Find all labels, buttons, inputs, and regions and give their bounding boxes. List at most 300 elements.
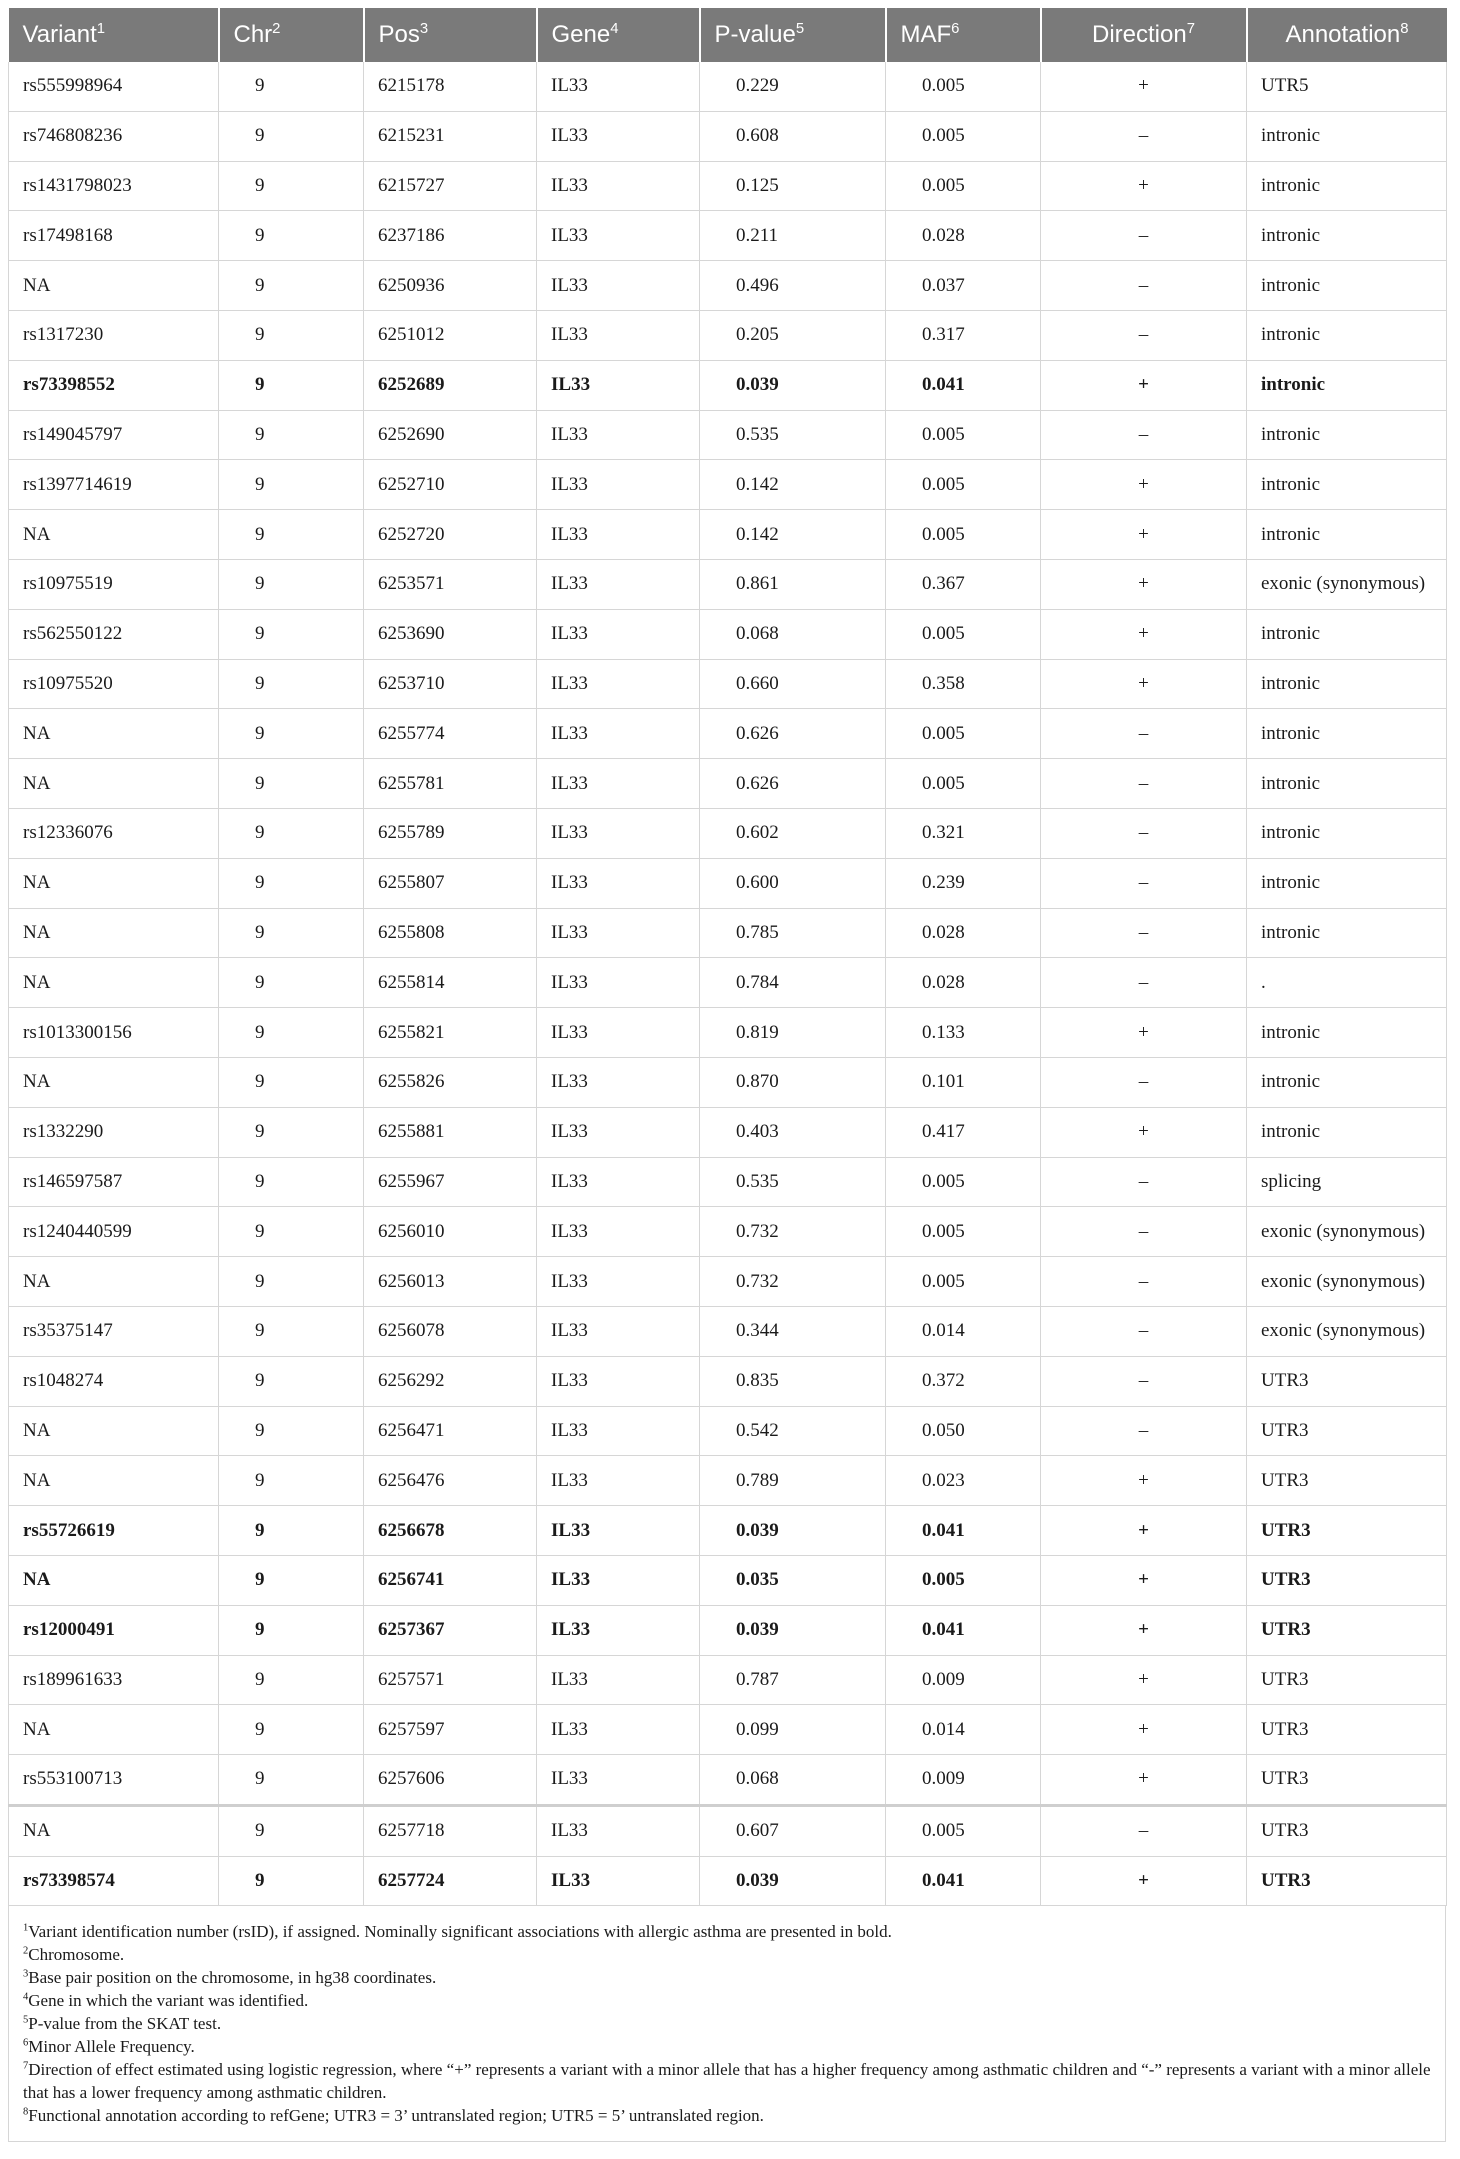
- maf-cell: 0.367: [886, 559, 1041, 609]
- direction-cell: +: [1041, 1705, 1247, 1755]
- p-value-cell: 0.660: [700, 659, 886, 709]
- footnote-marker: 2: [272, 21, 281, 37]
- annotation-cell: intronic: [1247, 1107, 1447, 1157]
- variant-cell: rs1013300156: [9, 1008, 219, 1058]
- footnote-text: Base pair position on the chromosome, in hg38 coordinates.: [28, 1968, 437, 1988]
- maf-cell: 0.028: [886, 908, 1041, 958]
- table-row: [9, 510, 1447, 560]
- chr-cell: 9: [219, 908, 364, 958]
- p-value-cell: 0.732: [700, 1257, 886, 1307]
- p-value-cell: 0.542: [700, 1406, 886, 1456]
- p-value-cell: 0.602: [700, 808, 886, 858]
- pos-cell: 6255826: [364, 1057, 537, 1107]
- pos-cell: 6252690: [364, 410, 537, 460]
- p-value-cell: 0.600: [700, 858, 886, 908]
- table-row: [9, 1805, 1447, 1856]
- chr-cell: 9: [219, 211, 364, 261]
- chr-cell: 9: [219, 858, 364, 908]
- table-row: [9, 858, 1447, 908]
- table-row: [9, 1856, 1447, 1906]
- p-value-cell: 0.535: [700, 1157, 886, 1207]
- variant-cell: rs55726619: [9, 1506, 219, 1556]
- variant-cell: rs17498168: [9, 211, 219, 261]
- direction-cell: –: [1041, 1057, 1247, 1107]
- chr-cell: 9: [219, 161, 364, 211]
- direction-cell: –: [1041, 808, 1247, 858]
- annotation-cell: intronic: [1247, 908, 1447, 958]
- maf-cell: 0.321: [886, 808, 1041, 858]
- annotation-cell: intronic: [1247, 858, 1447, 908]
- maf-cell: 0.041: [886, 1856, 1041, 1906]
- gene-cell: IL33: [537, 62, 700, 111]
- direction-cell: +: [1041, 360, 1247, 410]
- variant-cell: rs146597587: [9, 1157, 219, 1207]
- p-value-cell: 0.142: [700, 460, 886, 510]
- variant-cell: NA: [9, 759, 219, 809]
- footnote-number: 6: [23, 2037, 29, 2049]
- annotation-cell: UTR3: [1247, 1805, 1447, 1856]
- annotation-cell: exonic (synonymous): [1247, 559, 1447, 609]
- annotation-cell: intronic: [1247, 609, 1447, 659]
- maf-cell: 0.372: [886, 1356, 1041, 1406]
- table-row: [9, 1107, 1447, 1157]
- footnote: [23, 1989, 1431, 2012]
- pos-cell: 6255814: [364, 958, 537, 1008]
- p-value-cell: 0.835: [700, 1356, 886, 1406]
- chr-cell: 9: [219, 1406, 364, 1456]
- p-value-cell: 0.205: [700, 310, 886, 360]
- table-row: [9, 211, 1447, 261]
- gene-cell: IL33: [537, 1157, 700, 1207]
- gene-cell: IL33: [537, 211, 700, 261]
- p-value-cell: 0.125: [700, 161, 886, 211]
- chr-cell: 9: [219, 1456, 364, 1506]
- annotation-cell: intronic: [1247, 211, 1447, 261]
- annotation-cell: intronic: [1247, 659, 1447, 709]
- maf-cell: 0.009: [886, 1755, 1041, 1806]
- direction-cell: –: [1041, 908, 1247, 958]
- variant-cell: NA: [9, 1555, 219, 1605]
- variant-cell: rs1332290: [9, 1107, 219, 1157]
- pos-cell: 6237186: [364, 211, 537, 261]
- gene-cell: IL33: [537, 1107, 700, 1157]
- gene-cell: IL33: [537, 958, 700, 1008]
- chr-cell: 9: [219, 759, 364, 809]
- column-header-label: Direction: [1092, 21, 1187, 48]
- variant-cell: NA: [9, 1057, 219, 1107]
- direction-cell: +: [1041, 1605, 1247, 1655]
- table-row: [9, 908, 1447, 958]
- pos-cell: 6252710: [364, 460, 537, 510]
- footnote: [23, 2035, 1431, 2058]
- direction-cell: +: [1041, 609, 1247, 659]
- maf-cell: 0.005: [886, 510, 1041, 560]
- pos-cell: 6256010: [364, 1207, 537, 1257]
- p-value-cell: 0.068: [700, 1755, 886, 1806]
- column-header-label: Chr: [233, 21, 273, 48]
- pos-cell: 6256471: [364, 1406, 537, 1456]
- footnote-text: P-value from the SKAT test.: [28, 2014, 222, 2034]
- variant-cell: rs189961633: [9, 1655, 219, 1705]
- gene-cell: IL33: [537, 1406, 700, 1456]
- maf-cell: 0.050: [886, 1406, 1041, 1456]
- p-value-cell: 0.861: [700, 559, 886, 609]
- direction-cell: –: [1041, 709, 1247, 759]
- pos-cell: 6251012: [364, 310, 537, 360]
- chr-cell: 9: [219, 1605, 364, 1655]
- chr-cell: 9: [219, 1107, 364, 1157]
- p-value-cell: 0.787: [700, 1655, 886, 1705]
- variant-cell: NA: [9, 1705, 219, 1755]
- chr-cell: 9: [219, 1157, 364, 1207]
- gene-cell: IL33: [537, 261, 700, 311]
- p-value-cell: 0.039: [700, 1506, 886, 1556]
- variant-cell: NA: [9, 1805, 219, 1856]
- maf-cell: 0.041: [886, 360, 1041, 410]
- p-value-cell: 0.068: [700, 609, 886, 659]
- chr-cell: 9: [219, 62, 364, 111]
- direction-cell: –: [1041, 858, 1247, 908]
- pos-cell: 6215727: [364, 161, 537, 211]
- table-row: [9, 1605, 1447, 1655]
- pos-cell: 6257718: [364, 1805, 537, 1856]
- annotation-cell: UTR3: [1247, 1705, 1447, 1755]
- direction-cell: +: [1041, 62, 1247, 111]
- variant-cell: rs553100713: [9, 1755, 219, 1806]
- maf-cell: 0.041: [886, 1506, 1041, 1556]
- p-value-cell: 0.607: [700, 1805, 886, 1856]
- table-row: [9, 958, 1447, 1008]
- maf-cell: 0.005: [886, 1805, 1041, 1856]
- maf-cell: 0.005: [886, 1257, 1041, 1307]
- table-row: [9, 609, 1447, 659]
- p-value-cell: 0.344: [700, 1306, 886, 1356]
- gene-cell: IL33: [537, 609, 700, 659]
- maf-cell: 0.101: [886, 1057, 1041, 1107]
- table-row: [9, 310, 1447, 360]
- direction-cell: –: [1041, 310, 1247, 360]
- table-row: [9, 1356, 1447, 1406]
- gene-cell: IL33: [537, 559, 700, 609]
- gene-cell: IL33: [537, 1207, 700, 1257]
- footnote-text: Chromosome.: [28, 1945, 125, 1965]
- column-header-maf: [886, 8, 1041, 62]
- direction-cell: –: [1041, 1306, 1247, 1356]
- data-table-container: [8, 8, 1446, 2142]
- maf-cell: 0.005: [886, 759, 1041, 809]
- annotation-cell: intronic: [1247, 111, 1447, 161]
- column-header-gene: [537, 8, 700, 62]
- pos-cell: 6256476: [364, 1456, 537, 1506]
- variant-cell: rs10975520: [9, 659, 219, 709]
- variant-cell: rs555998964: [9, 62, 219, 111]
- footnote-marker: 1: [96, 21, 106, 37]
- direction-cell: +: [1041, 1107, 1247, 1157]
- pos-cell: 6215178: [364, 62, 537, 111]
- direction-cell: –: [1041, 1406, 1247, 1456]
- chr-cell: 9: [219, 360, 364, 410]
- direction-cell: –: [1041, 111, 1247, 161]
- footnote-number: 7: [23, 2060, 29, 2072]
- footnote-text: Variant identification number (rsID), if assigned. Nominally significant associations with allergic asthma are presented in bold.: [28, 1922, 892, 1942]
- annotation-cell: UTR3: [1247, 1655, 1447, 1705]
- gene-cell: IL33: [537, 808, 700, 858]
- maf-cell: 0.417: [886, 1107, 1041, 1157]
- maf-cell: 0.014: [886, 1705, 1041, 1755]
- p-value-cell: 0.789: [700, 1456, 886, 1506]
- table-row: [9, 1555, 1447, 1605]
- gene-cell: IL33: [537, 1506, 700, 1556]
- footnote-text: Functional annotation according to refGene; UTR3 = 3’ untranslated region; UTR5 = 5’ untranslated region.: [28, 2106, 764, 2126]
- p-value-cell: 0.785: [700, 908, 886, 958]
- maf-cell: 0.005: [886, 161, 1041, 211]
- chr-cell: 9: [219, 1856, 364, 1906]
- direction-cell: +: [1041, 1755, 1247, 1806]
- table-row: [9, 1406, 1447, 1456]
- maf-cell: 0.028: [886, 958, 1041, 1008]
- chr-cell: 9: [219, 1306, 364, 1356]
- p-value-cell: 0.784: [700, 958, 886, 1008]
- p-value-cell: 0.039: [700, 1605, 886, 1655]
- footnote-marker: 3: [419, 21, 429, 37]
- maf-cell: 0.005: [886, 62, 1041, 111]
- variant-cell: rs746808236: [9, 111, 219, 161]
- p-value-cell: 0.608: [700, 111, 886, 161]
- pos-cell: 6255821: [364, 1008, 537, 1058]
- maf-cell: 0.005: [886, 410, 1041, 460]
- footnote-number: 8: [23, 2106, 29, 2118]
- footnote-text: Direction of effect estimated using logistic regression, where “+” represents a variant with a minor allele that has a higher frequency among asthmatic children and “-” represents a variant with a minor allele that has a lower frequency among asthmatic children.: [23, 2060, 1431, 2103]
- annotation-cell: intronic: [1247, 460, 1447, 510]
- direction-cell: +: [1041, 1856, 1247, 1906]
- annotation-cell: intronic: [1247, 510, 1447, 560]
- direction-cell: +: [1041, 1555, 1247, 1605]
- chr-cell: 9: [219, 310, 364, 360]
- direction-cell: –: [1041, 759, 1247, 809]
- p-value-cell: 0.403: [700, 1107, 886, 1157]
- gene-cell: IL33: [537, 1805, 700, 1856]
- maf-cell: 0.005: [886, 1555, 1041, 1605]
- footnote: [23, 1966, 1431, 1989]
- column-header-label: P-value: [714, 21, 796, 48]
- maf-cell: 0.005: [886, 1207, 1041, 1257]
- column-header-label: MAF: [900, 21, 952, 48]
- chr-cell: 9: [219, 1705, 364, 1755]
- variant-cell: rs12000491: [9, 1605, 219, 1655]
- gene-cell: IL33: [537, 759, 700, 809]
- direction-cell: +: [1041, 1655, 1247, 1705]
- maf-cell: 0.009: [886, 1655, 1041, 1705]
- variant-cell: NA: [9, 510, 219, 560]
- footnote-number: 2: [23, 1945, 29, 1957]
- direction-cell: –: [1041, 1157, 1247, 1207]
- maf-cell: 0.028: [886, 211, 1041, 261]
- annotation-cell: UTR3: [1247, 1356, 1447, 1406]
- footnote: [23, 2058, 1431, 2104]
- gene-cell: IL33: [537, 161, 700, 211]
- gene-cell: IL33: [537, 1755, 700, 1806]
- direction-cell: –: [1041, 211, 1247, 261]
- pos-cell: 6255881: [364, 1107, 537, 1157]
- annotation-cell: exonic (synonymous): [1247, 1306, 1447, 1356]
- footnote: [23, 2012, 1431, 2035]
- variant-cell: rs1317230: [9, 310, 219, 360]
- pos-cell: 6253690: [364, 609, 537, 659]
- p-value-cell: 0.099: [700, 1705, 886, 1755]
- pos-cell: 6257571: [364, 1655, 537, 1705]
- pos-cell: 6255774: [364, 709, 537, 759]
- footnote: [23, 1920, 1431, 1943]
- footnotes: [8, 1906, 1446, 2142]
- variant-cell: rs73398574: [9, 1856, 219, 1906]
- variant-cell: NA: [9, 858, 219, 908]
- chr-cell: 9: [219, 510, 364, 560]
- gene-cell: IL33: [537, 1705, 700, 1755]
- table-row: [9, 1655, 1447, 1705]
- chr-cell: 9: [219, 659, 364, 709]
- variant-cell: rs1431798023: [9, 161, 219, 211]
- gene-cell: IL33: [537, 360, 700, 410]
- direction-cell: +: [1041, 1506, 1247, 1556]
- pos-cell: 6250936: [364, 261, 537, 311]
- table-row: [9, 161, 1447, 211]
- p-value-cell: 0.035: [700, 1555, 886, 1605]
- direction-cell: +: [1041, 460, 1247, 510]
- direction-cell: +: [1041, 1008, 1247, 1058]
- chr-cell: 9: [219, 958, 364, 1008]
- p-value-cell: 0.626: [700, 709, 886, 759]
- p-value-cell: 0.626: [700, 759, 886, 809]
- direction-cell: –: [1041, 1207, 1247, 1257]
- header-row: [9, 8, 1447, 62]
- chr-cell: 9: [219, 1207, 364, 1257]
- pos-cell: 6255967: [364, 1157, 537, 1207]
- variant-table: [8, 8, 1447, 1906]
- footnote-number: 1: [23, 1922, 29, 1934]
- maf-cell: 0.041: [886, 1605, 1041, 1655]
- annotation-cell: intronic: [1247, 360, 1447, 410]
- footnote: [23, 2104, 1431, 2127]
- pos-cell: 6256078: [364, 1306, 537, 1356]
- gene-cell: IL33: [537, 1356, 700, 1406]
- gene-cell: IL33: [537, 1008, 700, 1058]
- chr-cell: 9: [219, 1506, 364, 1556]
- pos-cell: 6255808: [364, 908, 537, 958]
- chr-cell: 9: [219, 261, 364, 311]
- table-body: [9, 62, 1447, 1906]
- table-row: [9, 1157, 1447, 1207]
- annotation-cell: splicing: [1247, 1157, 1447, 1207]
- gene-cell: IL33: [537, 1456, 700, 1506]
- footnote: [23, 1943, 1431, 1966]
- chr-cell: 9: [219, 1008, 364, 1058]
- gene-cell: IL33: [537, 1555, 700, 1605]
- annotation-cell: UTR3: [1247, 1755, 1447, 1806]
- p-value-cell: 0.142: [700, 510, 886, 560]
- gene-cell: IL33: [537, 410, 700, 460]
- table-row: [9, 1057, 1447, 1107]
- chr-cell: 9: [219, 410, 364, 460]
- maf-cell: 0.005: [886, 460, 1041, 510]
- table-row: [9, 709, 1447, 759]
- column-header-label: Gene: [551, 21, 611, 48]
- pos-cell: 6257724: [364, 1856, 537, 1906]
- pos-cell: 6255807: [364, 858, 537, 908]
- gene-cell: IL33: [537, 1605, 700, 1655]
- direction-cell: –: [1041, 261, 1247, 311]
- annotation-cell: UTR3: [1247, 1406, 1447, 1456]
- table-row: [9, 1755, 1447, 1806]
- pos-cell: 6215231: [364, 111, 537, 161]
- annotation-cell: intronic: [1247, 410, 1447, 460]
- table-row: [9, 360, 1447, 410]
- footnote-marker: 6: [951, 21, 960, 37]
- footnote-marker: 4: [610, 21, 619, 37]
- pos-cell: 6253571: [364, 559, 537, 609]
- direction-cell: +: [1041, 659, 1247, 709]
- direction-cell: +: [1041, 1456, 1247, 1506]
- annotation-cell: intronic: [1247, 709, 1447, 759]
- gene-cell: IL33: [537, 908, 700, 958]
- maf-cell: 0.005: [886, 709, 1041, 759]
- pos-cell: 6257597: [364, 1705, 537, 1755]
- gene-cell: IL33: [537, 709, 700, 759]
- annotation-cell: UTR3: [1247, 1555, 1447, 1605]
- chr-cell: 9: [219, 808, 364, 858]
- pos-cell: 6255781: [364, 759, 537, 809]
- gene-cell: IL33: [537, 1257, 700, 1307]
- annotation-cell: UTR3: [1247, 1605, 1447, 1655]
- annotation-cell: intronic: [1247, 310, 1447, 360]
- table-row: [9, 559, 1447, 609]
- p-value-cell: 0.535: [700, 410, 886, 460]
- p-value-cell: 0.039: [700, 1856, 886, 1906]
- annotation-cell: .: [1247, 958, 1447, 1008]
- chr-cell: 9: [219, 111, 364, 161]
- pos-cell: 6257367: [364, 1605, 537, 1655]
- column-header-direction: [1041, 8, 1247, 62]
- annotation-cell: exonic (synonymous): [1247, 1257, 1447, 1307]
- variant-cell: NA: [9, 709, 219, 759]
- p-value-cell: 0.039: [700, 360, 886, 410]
- column-header-chr: [219, 8, 364, 62]
- pos-cell: 6256741: [364, 1555, 537, 1605]
- gene-cell: IL33: [537, 111, 700, 161]
- annotation-cell: intronic: [1247, 261, 1447, 311]
- p-value-cell: 0.819: [700, 1008, 886, 1058]
- pos-cell: 6256678: [364, 1506, 537, 1556]
- table-row: [9, 1306, 1447, 1356]
- table-row: [9, 1257, 1447, 1307]
- column-header-label: Pos: [378, 21, 420, 48]
- gene-cell: IL33: [537, 1856, 700, 1906]
- footnote-number: 4: [23, 1991, 29, 2003]
- variant-cell: rs35375147: [9, 1306, 219, 1356]
- column-header-label: Annotation: [1285, 21, 1401, 48]
- gene-cell: IL33: [537, 858, 700, 908]
- chr-cell: 9: [219, 1057, 364, 1107]
- annotation-cell: intronic: [1247, 1057, 1447, 1107]
- variant-cell: NA: [9, 958, 219, 1008]
- variant-cell: rs1240440599: [9, 1207, 219, 1257]
- chr-cell: 9: [219, 559, 364, 609]
- variant-cell: rs10975519: [9, 559, 219, 609]
- p-value-cell: 0.496: [700, 261, 886, 311]
- pos-cell: 6255789: [364, 808, 537, 858]
- table-row: [9, 410, 1447, 460]
- variant-cell: rs1048274: [9, 1356, 219, 1406]
- direction-cell: –: [1041, 1356, 1247, 1406]
